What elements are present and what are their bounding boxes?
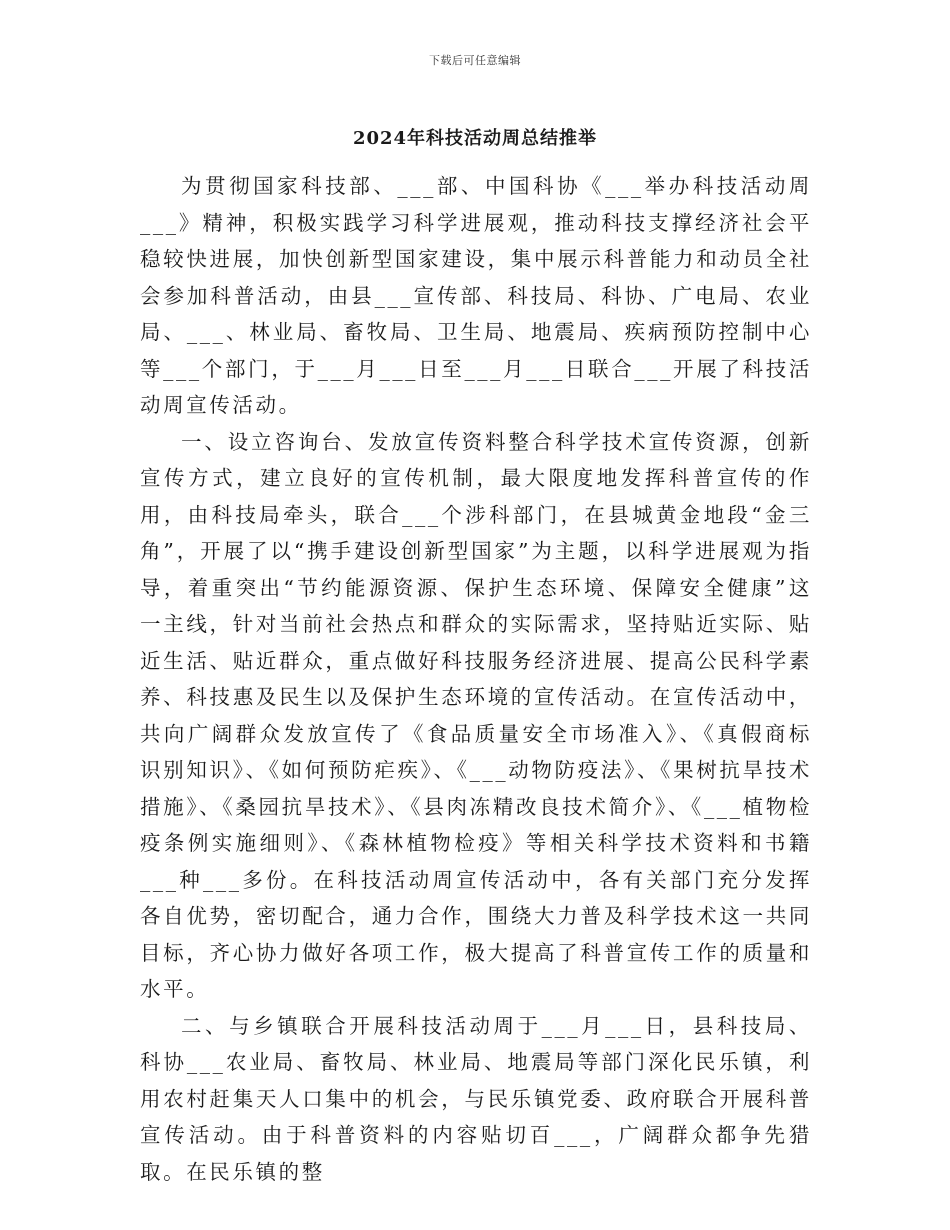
paragraph-section-2: 二、与乡镇联合开展科技活动周于___月___日，县科技局、科协___农业局、畜牧局、林业局、地震局等部门深化民乐镇，利用农村赶集天人口集中的机会，与民乐镇党委、政府联合开展科普宣传活动。由于科普资料的内容贴切百___，广阔群众都争先猎取。在民乐镇的整 <box>140 1013 812 1184</box>
paragraph-intro: 为贯彻国家科技部、___部、中国科协《___举办科技活动周___》精神，积极实践学习科学进展观，推动科技支撑经济社会平稳较快进展，加快创新型国家建设，集中展示科普能力和动员全社会参加科普活动，由县___宣传部、科技局、科协、广电局、农业局、___、林业局、畜牧局、卫生局、地震局、疾病预防控制中心等___个部门，于___月___日至___月___日联合___开展了科技活动周宣传活动。 <box>140 174 812 417</box>
header-note: 下载后可任意编辑 <box>429 54 521 67</box>
paragraph-section-1: 一、设立咨询台、发放宣传资料整合科学技术宣传资源，创新宣传方式，建立良好的宣传机制，最大限度地发挥科普宣传的作用，由科技局牵头，联合___个涉科部门，在县城黄金地段“金三角”，开展了以“携手建设创新型国家”为主题，以科学进展观为指导，着重突出“节约能源资源、保护生态环境、保障安全健康”这一主线，针对当前社会热点和群众的实际需求，坚持贴近实际、贴近生活、贴近群众，重点做好科技服务经济进展、提高公民科学素养、科技惠及民生以及保护生态环境的宣传活动。在宣传活动中，共向广阔群众发放宣传了《食品质量安全市场准入》、《真假商标识别知识》、《如何预防疟疾》、《___动物防疫法》、《果树抗旱技术措施》、《桑园抗旱技术》、《县肉冻精改良技术简介》、《___植物检疫条例实施细则》、《森林植物检疫》等相关科学技术资料和书籍___种___多份。在科技活动周宣传活动中，各有关部门充分发挥各自优势，密切配合，通力合作，围绕大力普及科学技术这一共同目标，齐心协力做好各项工作，极大提高了科普宣传工作的质量和水平。 <box>140 429 812 1001</box>
document-body <box>140 168 812 1190</box>
document-title: 2024年科技活动周总结推举 <box>352 128 598 149</box>
